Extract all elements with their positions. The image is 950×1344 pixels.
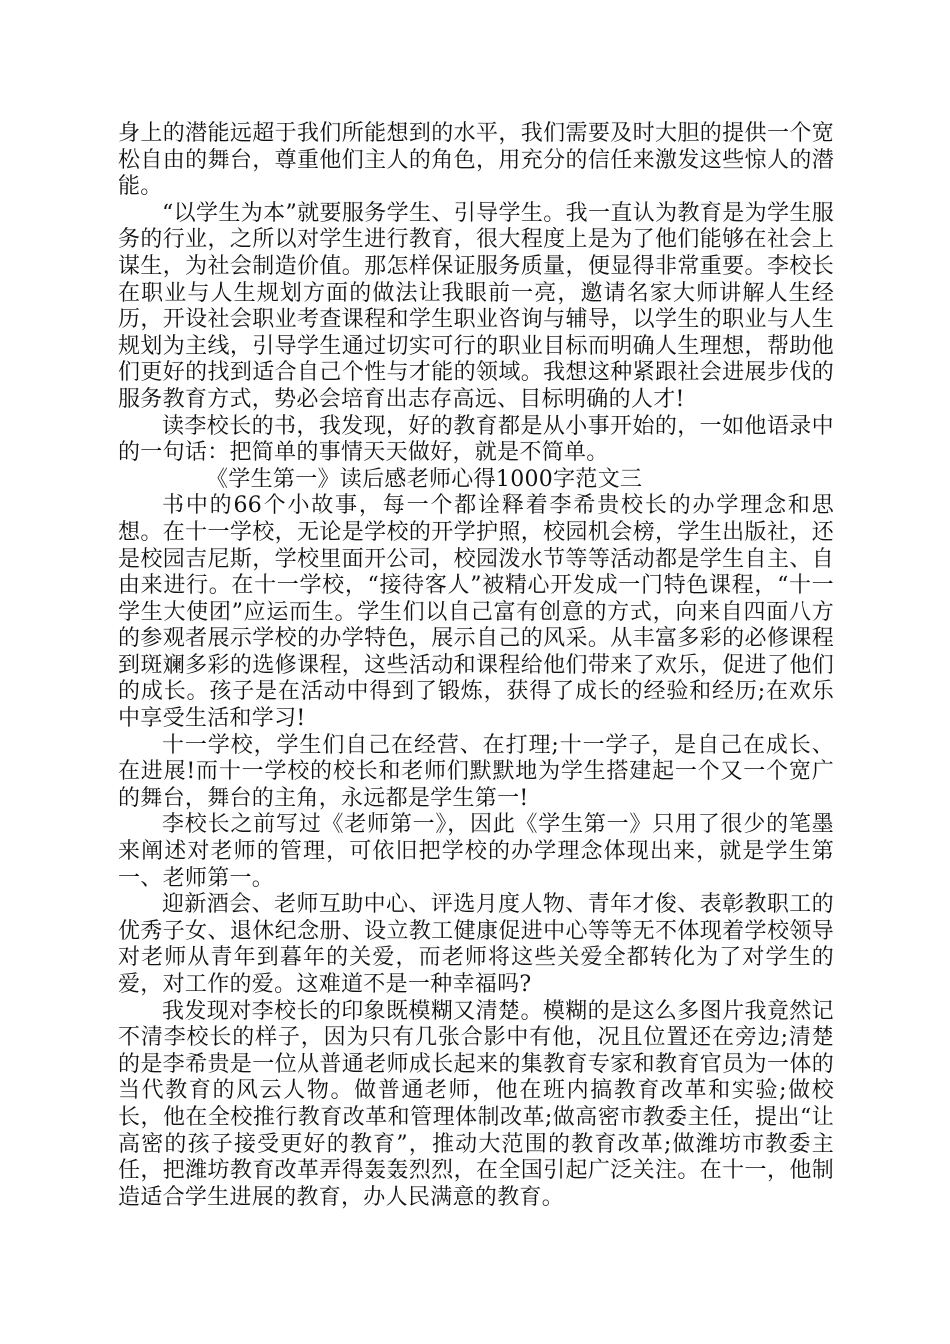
section-heading: 《学生第一》读后感老师心得1000字范文三 bbox=[206, 466, 643, 492]
document-body bbox=[118, 121, 834, 1211]
paragraph-eleven-school: 十一学校，学生们自己在经营、在打理;十一学子，是自己在成长、在进展!而十一学校的校长和老师们默默地为学生搭建起一个又一个宽广的舞台，舞台的主角，永远都是学生第一! bbox=[118, 732, 834, 811]
paragraph-small-things: 读李校长的书，我发现，好的教育都是从小事开始的，一如他语录中的一句话：把简单的事情天天做好，就是不简单。 bbox=[118, 413, 834, 466]
paragraph-teacher-first: 李校长之前写过《老师第一》，因此《学生第一》只用了很少的笔墨来阐述对老师的管理，可依旧把学校的办学理念体现出来，就是学生第一、老师第一。 bbox=[118, 812, 834, 891]
paragraph-impression: 我发现对李校长的印象既模糊又清楚。模糊的是这么多图片我竟然记不清李校长的样子，因为只有几张合影中有他，况且位置还在旁边;清楚的是李希贵是一位从普通老师成长起来的集教育专家和教育官员为一体的当代教育的风云人物。做普通老师，他在班内搞教育改革和实验;做校长，他在全校推行教育改革和管理体制改革;做高密市教委主任，提出“让高密的孩子接受更好的教育”，推动大范围的教育改革;做潍坊市教委主任，把潍坊教育改革弄得轰轰烈烈，在全国引起广泛关注。在十一，他制造适合学生进展的教育，办人民满意的教育。 bbox=[118, 998, 834, 1210]
paragraph-potential: 身上的潜能远超于我们所能想到的水平，我们需要及时大胆的提供一个宽松自由的舞台，尊重他们主人的角色，用充分的信任来激发这些惊人的潜能。 bbox=[118, 121, 834, 200]
paragraph-66-stories: 书中的66个小故事，每一个都诠释着李希贵校长的办学理念和思想。在十一学校，无论是学校的开学护照，校园机会榜，学生出版社，还是校园吉尼斯，学校里面开公司，校园泼水节等等活动都是学生自主、自由来进行。在十一学校，“接待客人”被精心开发成一门特色课程，“十一学生大使团”应运而生。学生们以自己富有创意的方式，向来自四面八方的参观者展示学校的办学特色，展示自己的风采。从丰富多彩的必修课程到斑斓多彩的选修课程，这些活动和课程给他们带来了欢乐，促进了他们的成长。孩子是在活动中得到了锻炼，获得了成长的经验和经历;在欢乐中享受生活和学习! bbox=[118, 493, 834, 732]
paragraph-student-centered: “以学生为本”就要服务学生、引导学生。我一直认为教育是为学生服务的行业，之所以对学生进行教育，很大程度上是为了他们能够在社会上谋生，为社会制造价值。那怎样保证服务质量，便显得非常重要。李校长在职业与人生规划方面的做法让我眼前一亮，邀请名家大师讲解人生经历，开设社会职业考查课程和学生职业咨询与辅导，以学生的职业与人生规划为主线，引导学生通过切实可行的职业目标而明确人生理想，帮助他们更好的找到适合自己个性与才能的领域。我想这种紧跟社会进展步伐的服务教育方式，势必会培育出志存高远、目标明确的人才! bbox=[118, 200, 834, 412]
paragraph-teacher-care: 迎新酒会、老师互助中心、评选月度人物、青年才俊、表彰教职工的优秀子女、退休纪念册、设立教工健康促进中心等等无不体现着学校领导对老师从青年到暮年的关爱，而老师将这些关爱全都转化为了对学生的爱，对工作的爱。这难道不是一种幸福吗? bbox=[118, 892, 834, 997]
